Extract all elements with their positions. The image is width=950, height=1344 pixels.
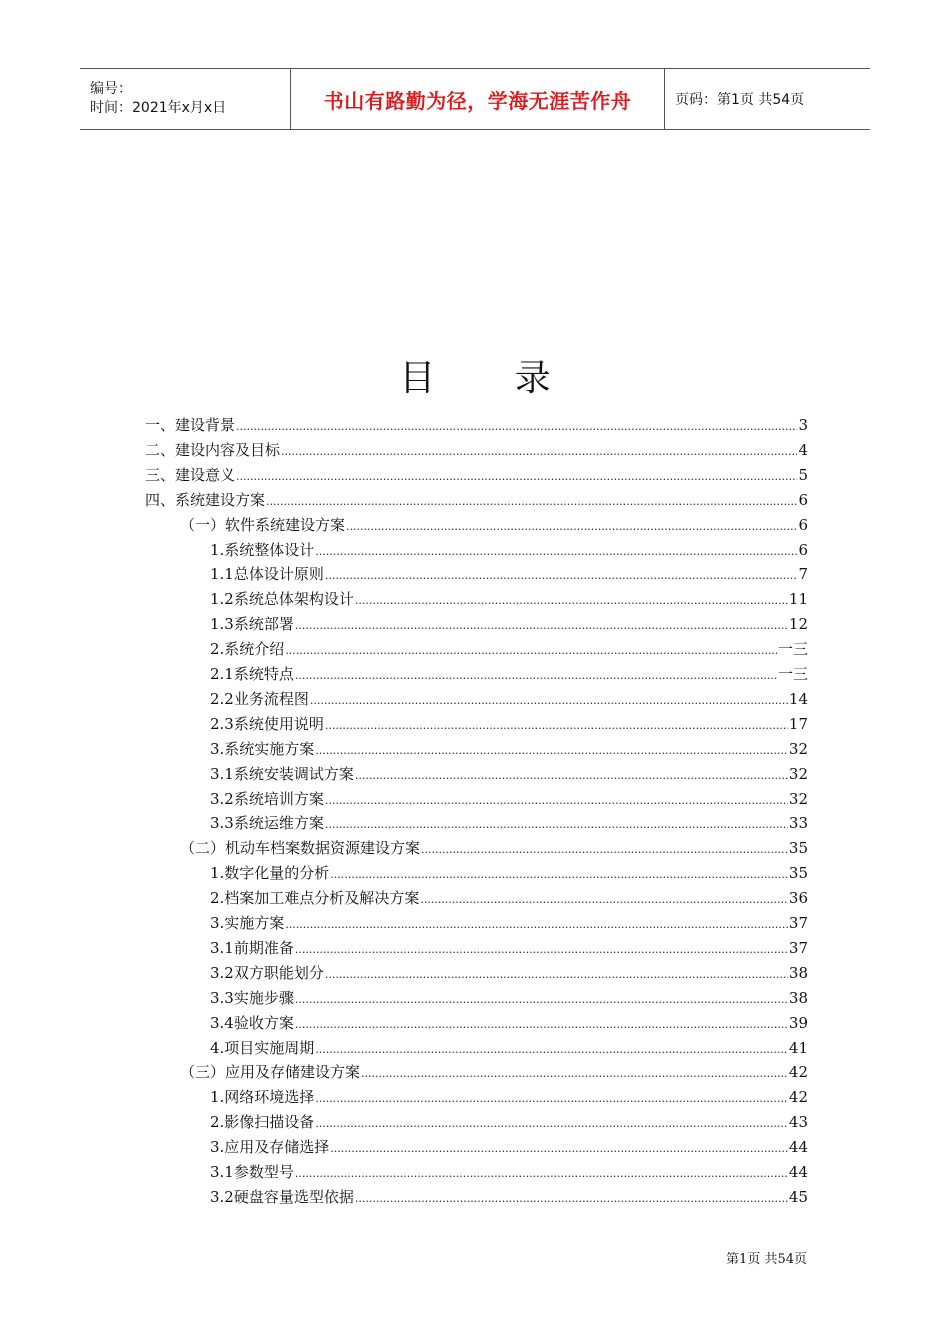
toc-leader-dots (325, 811, 788, 837)
toc-entry-title: （三）应用及存储建设方案 (180, 1063, 361, 1082)
toc-entry-page: 44 (788, 1138, 808, 1157)
toc-leader-dots (420, 886, 788, 912)
toc-leader-dots (236, 413, 797, 439)
toc-entry-title: 4.项目实施周期 (210, 1038, 315, 1057)
toc-leader-dots (295, 1011, 788, 1037)
toc-entry-title: 2.3系统使用说明 (210, 714, 324, 733)
toc-entry (145, 488, 808, 513)
toc-entry-title: （二）机动车档案数据资源建设方案 (180, 839, 421, 858)
toc-entry-page: 14 (788, 689, 808, 708)
toc-leader-dots (295, 986, 788, 1012)
toc-entry (210, 861, 808, 886)
toc-entry-page: 6 (798, 515, 808, 534)
number-label: 编号： (90, 81, 132, 97)
toc-entry-title: 2.档案加工难点分析及解决方案 (210, 889, 420, 908)
toc-entry (145, 413, 808, 438)
toc-entry (210, 811, 808, 836)
toc-entry-page: 35 (788, 839, 808, 858)
toc-entry-title: 2.影像扫描设备 (210, 1113, 315, 1132)
toc-entry (210, 737, 808, 762)
toc-entry-title: 3.2系统培训方案 (210, 789, 324, 808)
toc-entry-title: 3.系统实施方案 (210, 739, 315, 758)
header-motto-cell (291, 69, 665, 129)
toc-leader-dots (325, 961, 788, 987)
toc-entry (210, 1085, 808, 1110)
toc-entry (210, 687, 808, 712)
toc-entry-page: 41 (788, 1038, 808, 1057)
toc-leader-dots (330, 1135, 788, 1161)
toc-entry (210, 911, 808, 936)
toc-entry (210, 1036, 808, 1061)
toc-entry-page: 42 (788, 1088, 808, 1107)
toc-leader-dots (266, 488, 797, 514)
toc-entry-page: 6 (798, 540, 808, 559)
toc-entry-page: 一三 (777, 665, 808, 683)
toc-entry-page: 3 (798, 416, 808, 434)
toc-leader-dots (295, 612, 788, 638)
toc-entry-title: 1.1总体设计原则 (210, 565, 324, 584)
toc-entry-page: 32 (788, 739, 808, 758)
toc-entry (145, 438, 808, 463)
toc-entry (210, 712, 808, 737)
header-page-cell (665, 69, 870, 129)
toc-entry-title: 四、系统建设方案 (145, 490, 266, 509)
toc-leader-dots (325, 562, 798, 588)
date-line: 时间：2021年x月x日 (90, 100, 227, 116)
toc-entry (210, 538, 808, 563)
toc-entry-page: 4 (798, 440, 808, 459)
toc-entry-title: 1.网络环境选择 (210, 1088, 315, 1107)
toc-leader-dots (310, 687, 788, 713)
toc-entry-page: 36 (788, 889, 808, 908)
toc-entry (210, 787, 808, 812)
toc-entry-page: 43 (788, 1113, 808, 1132)
toc-entry-page: 44 (788, 1163, 808, 1181)
toc-entry-page: 32 (788, 789, 808, 808)
toc-entry (210, 886, 808, 911)
toc-entry-page: 45 (788, 1187, 808, 1206)
toc-entry-page: 5 (798, 465, 808, 484)
page-info: 页码：第1页 共54页 (675, 92, 805, 108)
toc-entry-title: 3.实施方案 (210, 914, 285, 932)
toc-entry (145, 463, 808, 488)
toc-entry (210, 936, 808, 961)
toc-entry (210, 1185, 808, 1210)
toc-leader-dots (361, 1060, 788, 1086)
document-header (80, 68, 870, 130)
toc-entry (210, 986, 808, 1011)
toc-entry (210, 1011, 808, 1036)
toc-entry-title: 三、建设意义 (145, 465, 236, 484)
toc-entry-page: 39 (788, 1013, 808, 1032)
toc-entry-page: 35 (788, 864, 808, 883)
toc-entry (210, 1135, 808, 1160)
toc-leader-dots (315, 538, 797, 564)
motto: 书山有路勤为径，学海无涯苦作舟 (323, 88, 632, 113)
toc-leader-dots (315, 1036, 788, 1062)
toc-entry-title: 二、建设内容及目标 (145, 440, 281, 459)
toc-leader-dots (285, 911, 788, 937)
toc-leader-dots (295, 662, 777, 688)
toc-entry-page: 6 (798, 490, 808, 509)
page-title: 目 录 (399, 358, 585, 399)
toc-leader-dots (325, 712, 788, 738)
toc-entry-page: 37 (788, 914, 808, 932)
toc-entry (210, 612, 808, 637)
toc-leader-dots (295, 1160, 788, 1186)
toc-entry (210, 961, 808, 986)
toc-entry-title: 1.系统整体设计 (210, 540, 315, 559)
toc-leader-dots (315, 737, 788, 763)
toc-entry (180, 836, 808, 861)
toc-leader-dots (315, 1110, 788, 1136)
toc-entry-title: 2.2业务流程图 (210, 689, 309, 708)
toc-leader-dots (295, 936, 788, 962)
toc-entry-title: 3.3系统运维方案 (210, 814, 324, 833)
toc-entry-title: 3.4验收方案 (210, 1013, 294, 1032)
toc-leader-dots (236, 463, 797, 489)
toc-entry-title: 3.应用及存储选择 (210, 1138, 330, 1157)
toc-entry (180, 1060, 808, 1085)
page-footer: 第1页 共54页 (726, 1252, 807, 1267)
toc-entry-page: 38 (788, 988, 808, 1007)
header-meta (80, 69, 291, 129)
toc-entry (180, 513, 808, 538)
toc-leader-dots (346, 513, 797, 539)
toc-entry-title: 3.2硬盘容量选型依据 (210, 1187, 354, 1206)
toc-entry-page: 一三 (777, 640, 808, 659)
toc-entry-title: 1.2系统总体架构设计 (210, 590, 354, 609)
toc-entry-title: 1.数字化量的分析 (210, 864, 330, 883)
toc-entry-title: 3.3实施步骤 (210, 988, 294, 1007)
toc-leader-dots (281, 438, 797, 464)
toc-entry-title: 3.2双方职能划分 (210, 963, 324, 982)
toc-entry (210, 587, 808, 612)
toc-entry-page: 17 (788, 714, 808, 733)
toc-leader-dots (330, 861, 788, 887)
toc-entry-title: 2.系统介绍 (210, 640, 285, 659)
toc-entry (210, 762, 808, 787)
toc-leader-dots (355, 762, 788, 788)
toc-entry-title: （一）软件系统建设方案 (180, 515, 346, 534)
toc-entry-page: 7 (798, 565, 808, 584)
toc-entry (210, 1160, 808, 1185)
toc-entry-title: 3.1前期准备 (210, 938, 294, 957)
toc-leader-dots (421, 836, 788, 862)
toc-entry-page: 38 (788, 963, 808, 982)
toc-leader-dots (315, 1085, 788, 1111)
toc-entry (210, 562, 808, 587)
toc-entry (210, 637, 808, 662)
toc-leader-dots (355, 587, 788, 613)
toc-entry (210, 1110, 808, 1135)
toc-entry-page: 11 (788, 590, 808, 609)
toc-entry-title: 一、建设背景 (145, 416, 236, 434)
toc-entry-title: 2.1系统特点 (210, 665, 294, 683)
toc-leader-dots (325, 787, 788, 813)
toc-entry-page: 33 (788, 814, 808, 833)
toc-entry-title: 1.3系统部署 (210, 615, 294, 634)
toc-entry-title: 3.1参数型号 (210, 1163, 294, 1181)
toc-entry-page: 12 (788, 615, 808, 634)
toc-entry-title: 3.1系统安装调试方案 (210, 764, 354, 783)
toc-leader-dots (285, 637, 777, 663)
toc-entry-page: 37 (788, 938, 808, 957)
toc-leader-dots (355, 1185, 788, 1211)
toc-entry-page: 42 (788, 1063, 808, 1082)
toc-entry (210, 662, 808, 687)
toc-entry-page: 32 (788, 764, 808, 783)
